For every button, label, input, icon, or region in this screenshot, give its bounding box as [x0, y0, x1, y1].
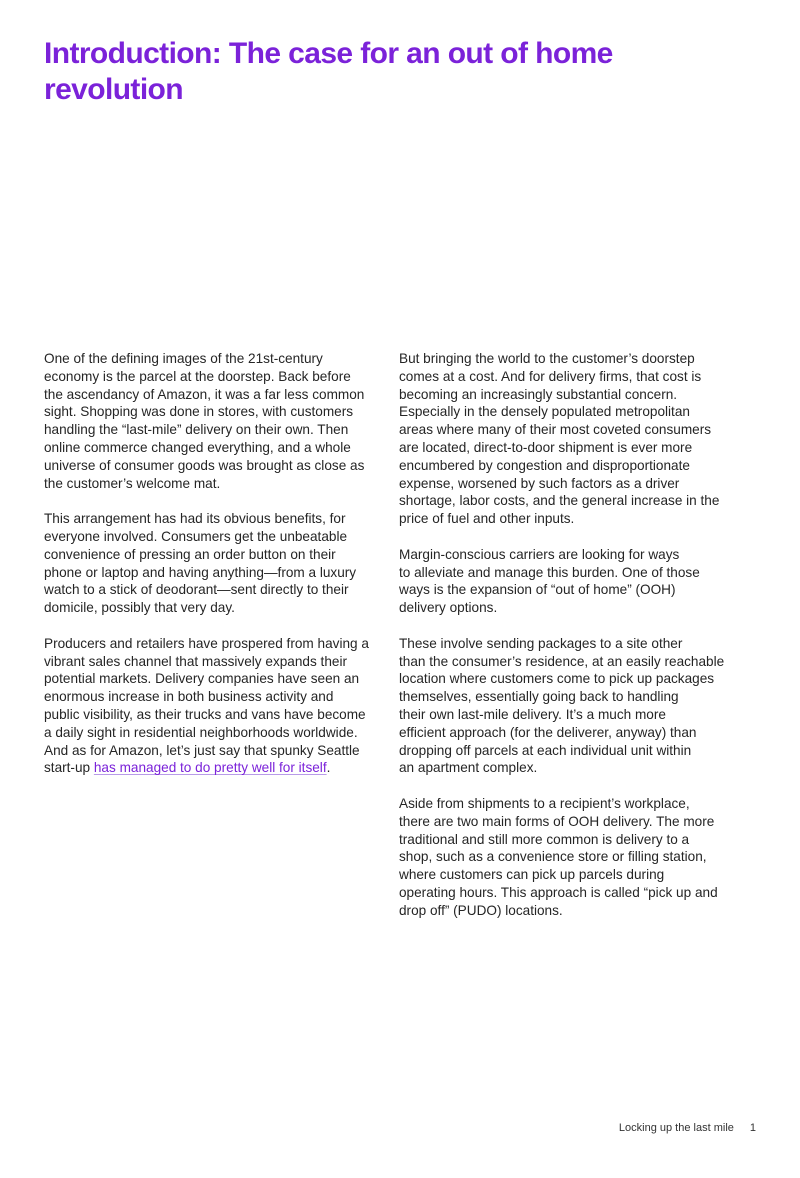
paragraph: This arrangement has had its obvious benefits, for everyone involved. Consumers get the unbeatable convenience of pressing an order button on their phone or laptop and having anything—from a luxury watch to a stick of deodorant—sent directly to their domicile, possibly that very day.: [44, 511, 357, 616]
amazon-performance-link[interactable]: has managed to do pretty well for itself: [93, 760, 327, 776]
paragraph: Margin-conscious carriers are looking for ways to alleviate and manage this burden. One of those ways is the expansion of “out of home” (OOH) delivery options.: [399, 546, 700, 616]
paragraph-text: Producers and retailers have prospered from having a vibrant sales channel that massively expands their potential markets. Delivery companies have seen an enormous increase in both business activity and public visibility, as their trucks and vans have become a daily sight in residential neighborhoods worldwide. And as for Amazon, let’s just say that spunky Seattle start-up: [44, 635, 369, 776]
page-title: Introduction: The case for an out of home revolution: [44, 37, 613, 106]
footer-doc-title: Locking up the last mile: [618, 1122, 734, 1134]
page-footer: [619, 1122, 756, 1134]
paragraph: But bringing the world to the customer’s doorstep comes at a cost. And for delivery firms, that cost is becoming an increasingly substantial concern. Especially in the densely populated metropolitan areas where many of their most coveted consumers are located, direct-to-door shipment is ever more encumbered by congestion and disproportionate expense, worsened by such factors as a driver shortage, labor costs, and the general increase in the price of fuel and other inputs.: [399, 351, 720, 527]
paragraph: [44, 635, 382, 777]
page-number: 1: [749, 1122, 756, 1134]
paragraph-end: .: [326, 760, 331, 776]
paragraph: Aside from shipments to a recipient’s workplace, there are two main forms of OOH delivery. The more traditional and still more common is delivery to a shop, such as a convenience store or filling station, where customers can pick up parcels during operating hours. This approach is called “pick up and drop off” (PUDO) locations.: [399, 795, 718, 918]
right-column: [399, 350, 737, 937]
paragraph: These involve sending packages to a site other than the consumer’s residence, at an easily reachable location where customers come to pick up packages themselves, essentially going back to handling their own last-mile delivery. It’s a much more efficient approach (for the deliverer, anyway) than dropping off parcels at each individual unit within an apartment complex.: [399, 635, 725, 776]
paragraph: One of the defining images of the 21st-century economy is the parcel at the doorstep. Back before the ascendancy of Amazon, it was a far less common sight. Shopping was done in stores, with customers handling the “last-mile” delivery on their own. Then online commerce changed everything, and a whole universe of consumer goods was brought as close as the customer’s welcome mat.: [44, 351, 365, 491]
left-column: [44, 350, 382, 795]
